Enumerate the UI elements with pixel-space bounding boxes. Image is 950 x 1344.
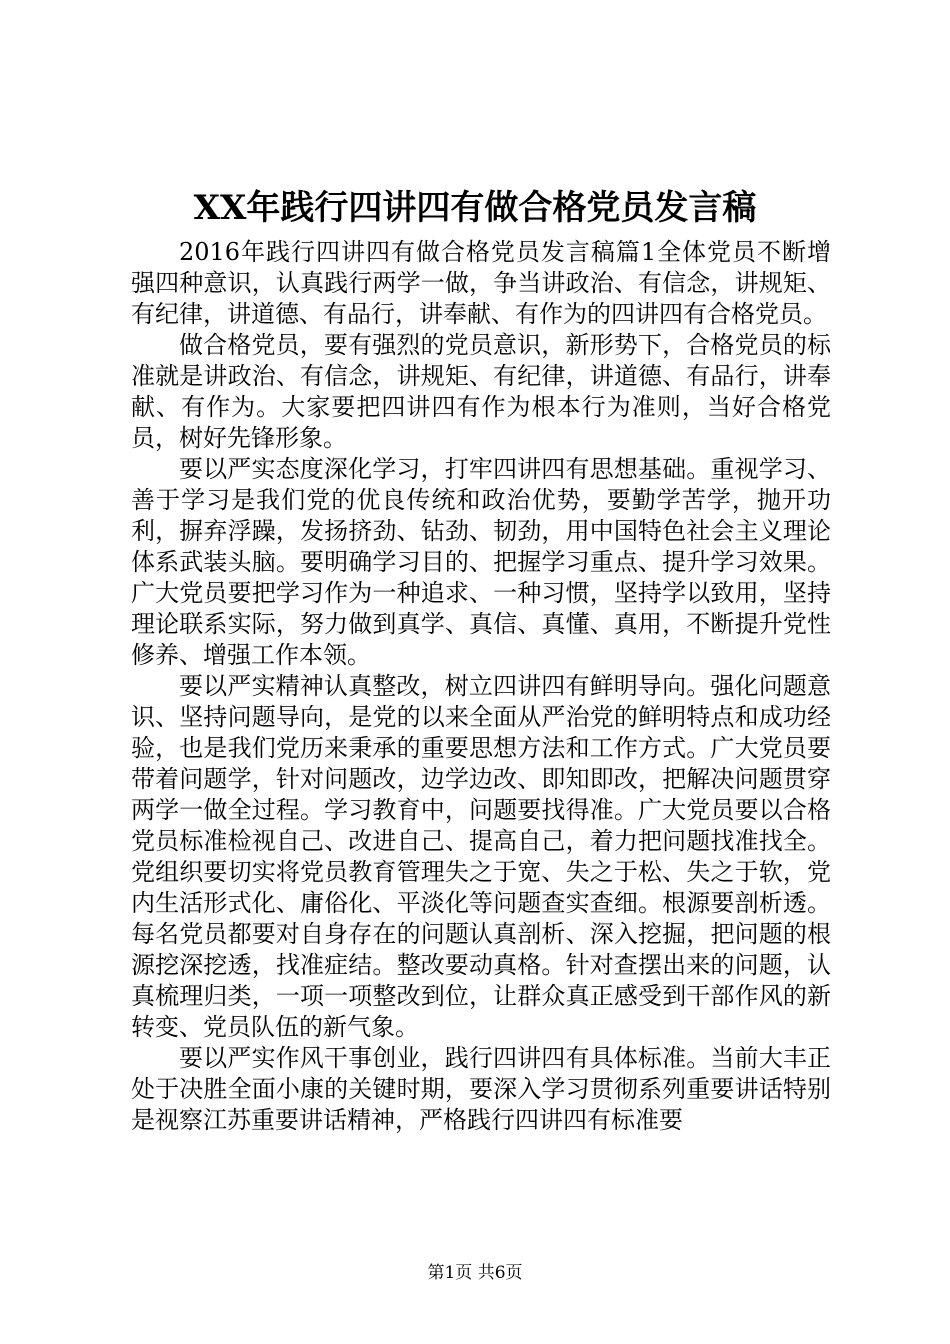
paragraph: 要以严实精神认真整改，树立四讲四有鲜明导向。强化问题意识、坚持问题导向，是党的以来全面从严治党的鲜明特点和成功经验，也是我们党历来秉承的重要思想方法和工作方式。广大党员要带着问题学，针对问题改，边学边改、即知即改，把解决问题贯穿两学一做全过程。学习教育中，问题要找得准。广大党员要以合格党员标准检视自己、改进自己、提高自己，着力把问题找准找全。党组织要切实将党员教育管理失之于宽、失之于松、失之于软，党内生活形式化、庸俗化、平淡化等问题查实查细。根源要剖析透。每名党员都要对自身存在的问题认真剖析、深入挖掘，把问题的根源挖深挖透，找准症结。整改要动真格。针对查摆出来的问题，认真梳理归类，一项一项整改到位，让群众真正感受到干部作风的新转变、党员队伍的新气象。	[131, 672, 831, 1041]
paragraph: 要以严实态度深化学习，打牢四讲四有思想基础。重视学习、善于学习是我们党的优良传统和政治优势，要勤学苦学，抛开功利，摒弃浮躁，发扬挤劲、钻劲、韧劲，用中国特色社会主义理论体系武装头脑。要明确学习目的、把握学习重点、提升学习效果。广大党员要把学习作为一种追求、一种习惯，坚持学以致用，坚持理论联系实际，努力做到真学、真信、真懂、真用，不断提升党性修养、增强工作本领。	[131, 455, 831, 669]
document-title: XX年践行四讲四有做合格党员发言稿	[193, 188, 757, 228]
paragraph: 2016年践行四讲四有做合格党员发言稿篇1全体党员不断增强四种意识，认真践行两学一做，争当讲政治、有信念，讲规矩、有纪律，讲道德、有品行，讲奉献、有作为的四讲四有合格党员。	[131, 238, 831, 328]
page-footer: 第1页 共6页	[427, 1263, 523, 1283]
document-body	[131, 237, 831, 1136]
paragraph: 做合格党员，要有强烈的党员意识，新形势下，合格党员的标准就是讲政治、有信念，讲规矩、有纪律，讲道德、有品行，讲奉献、有作为。大家要把四讲四有作为根本行为准则，当好合格党员，树好先锋形象。	[131, 331, 831, 452]
paragraph: 要以严实作风干事创业，践行四讲四有具体标准。当前大丰正处于决胜全面小康的关键时期，要深入学习贯彻系列重要讲话特别是视察江苏重要讲话精神，严格践行四讲四有标准要	[131, 1044, 831, 1134]
